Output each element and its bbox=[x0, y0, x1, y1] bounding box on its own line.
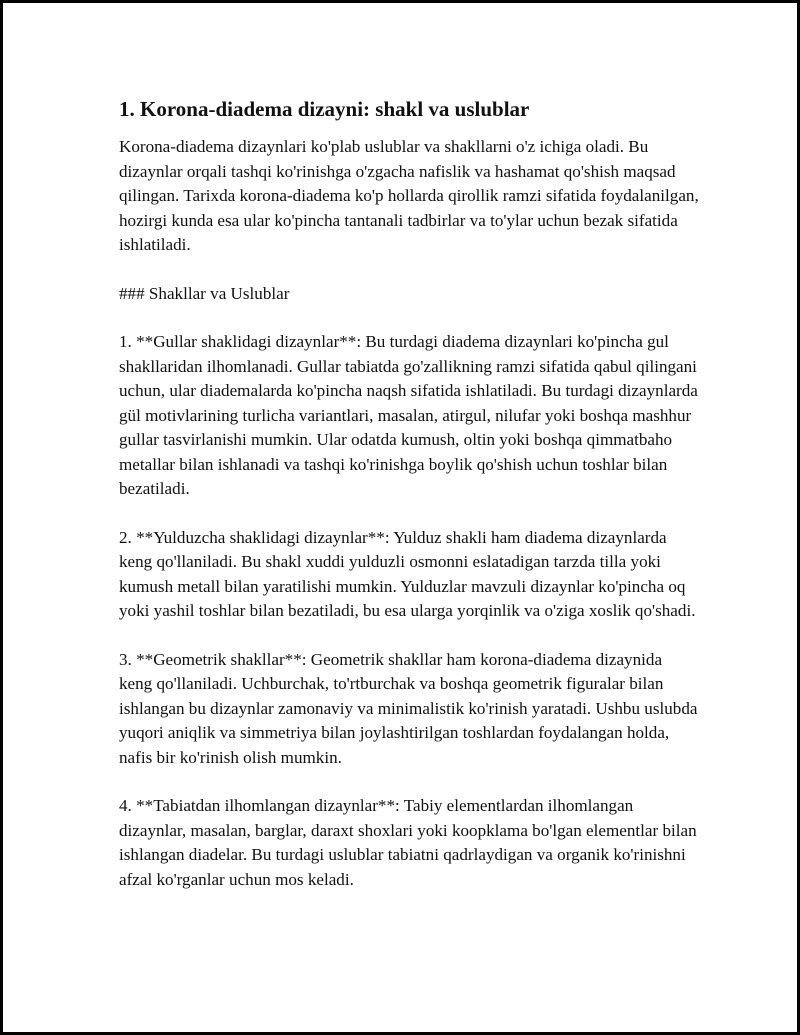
document-body bbox=[119, 96, 699, 916]
list-item-tabiatdan: 4. **Tabiatdan ilhomlangan dizaynlar**: Tabiy elementlardan ilhomlangan dizaynlar, masalan, barglar, daraxt shoxlari yoki koopklama bo'lgan elementlar bilan ishlangan diadelar. Bu turdagi uslublar tabiatni qadrlaydigan va organik ko'rinishni afzal ko'rganlar uchun mos keladi. bbox=[119, 796, 697, 889]
subheading: ### Shakllar va Uslublar bbox=[119, 283, 290, 303]
list-item-geometrik: 3. **Geometrik shakllar**: Geometrik shakllar ham korona-diadema dizaynida keng qo'llaniladi. Uchburchak, to'rtburchak va boshqa geometrik figuralar bilan ishlangan bu dizaynlar zamonaviy va minimalistik ko'rinish yaratadi. Ushbu uslubda yuqori aniqlik va simmetriya bilan joylashtirilgan toshlardan foydalangan holda, nafis bir ko'rinish olish mumkin. bbox=[119, 649, 698, 767]
section-title: 1. Korona-diadema dizayni: shakl va uslublar bbox=[119, 97, 530, 121]
list-item-yulduzcha: 2. **Yulduzcha shaklidagi dizaynlar**: Yulduz shakli ham diadema dizaynlarda keng qo'llaniladi. Bu shakl xuddi yulduzli osmonni eslatadigan tarzda tilla yoki kumush metall bilan yaratilishi mumkin. Yulduzlar mavzuli dizaynlar ko'pincha oq yoki yashil toshlar bilan bezatiladi, bu esa ularga yorqinlik va o'ziga xoslik qo'shadi. bbox=[119, 527, 696, 620]
intro-paragraph: Korona-diadema dizaynlari ko'plab uslublar va shakllarni o'z ichiga oladi. Bu dizaynlar orqali tashqi ko'rinishga o'zgacha nafislik va hashamat qo'shish maqsad qilingan. Tarixda korona-diadema ko'p hollarda qirollik ramzi sifatida foydalanilgan, hozirgi kunda esa ular ko'pincha tantanali tadbirlar va to'ylar uchun bezak sifatida ishlatiladi. bbox=[119, 137, 699, 254]
list-item-gullar: 1. **Gullar shaklidagi dizaynlar**: Bu turdagi diadema dizaynlari ko'pincha gul shakllaridan ilhomlanadi. Gullar tabiatda go'zallikning ramzi sifatida qabul qilingani uchun, ular diademalarda ko'pincha naqsh sifatida ishlatiladi. Bu turdagi dizaynlarda gül motivlarining turlicha variantlari, masalan, atirgul, nilufar yoki boshqa mashhur gullar tasvirlanishi mumkin. Ular odatda kumush, oltin yoki boshqa qimmatbaho metallar bilan ishlanadi va tashqi ko'rinishga boylik qo'shish uchun toshlar bilan bezatiladi. bbox=[119, 332, 698, 498]
